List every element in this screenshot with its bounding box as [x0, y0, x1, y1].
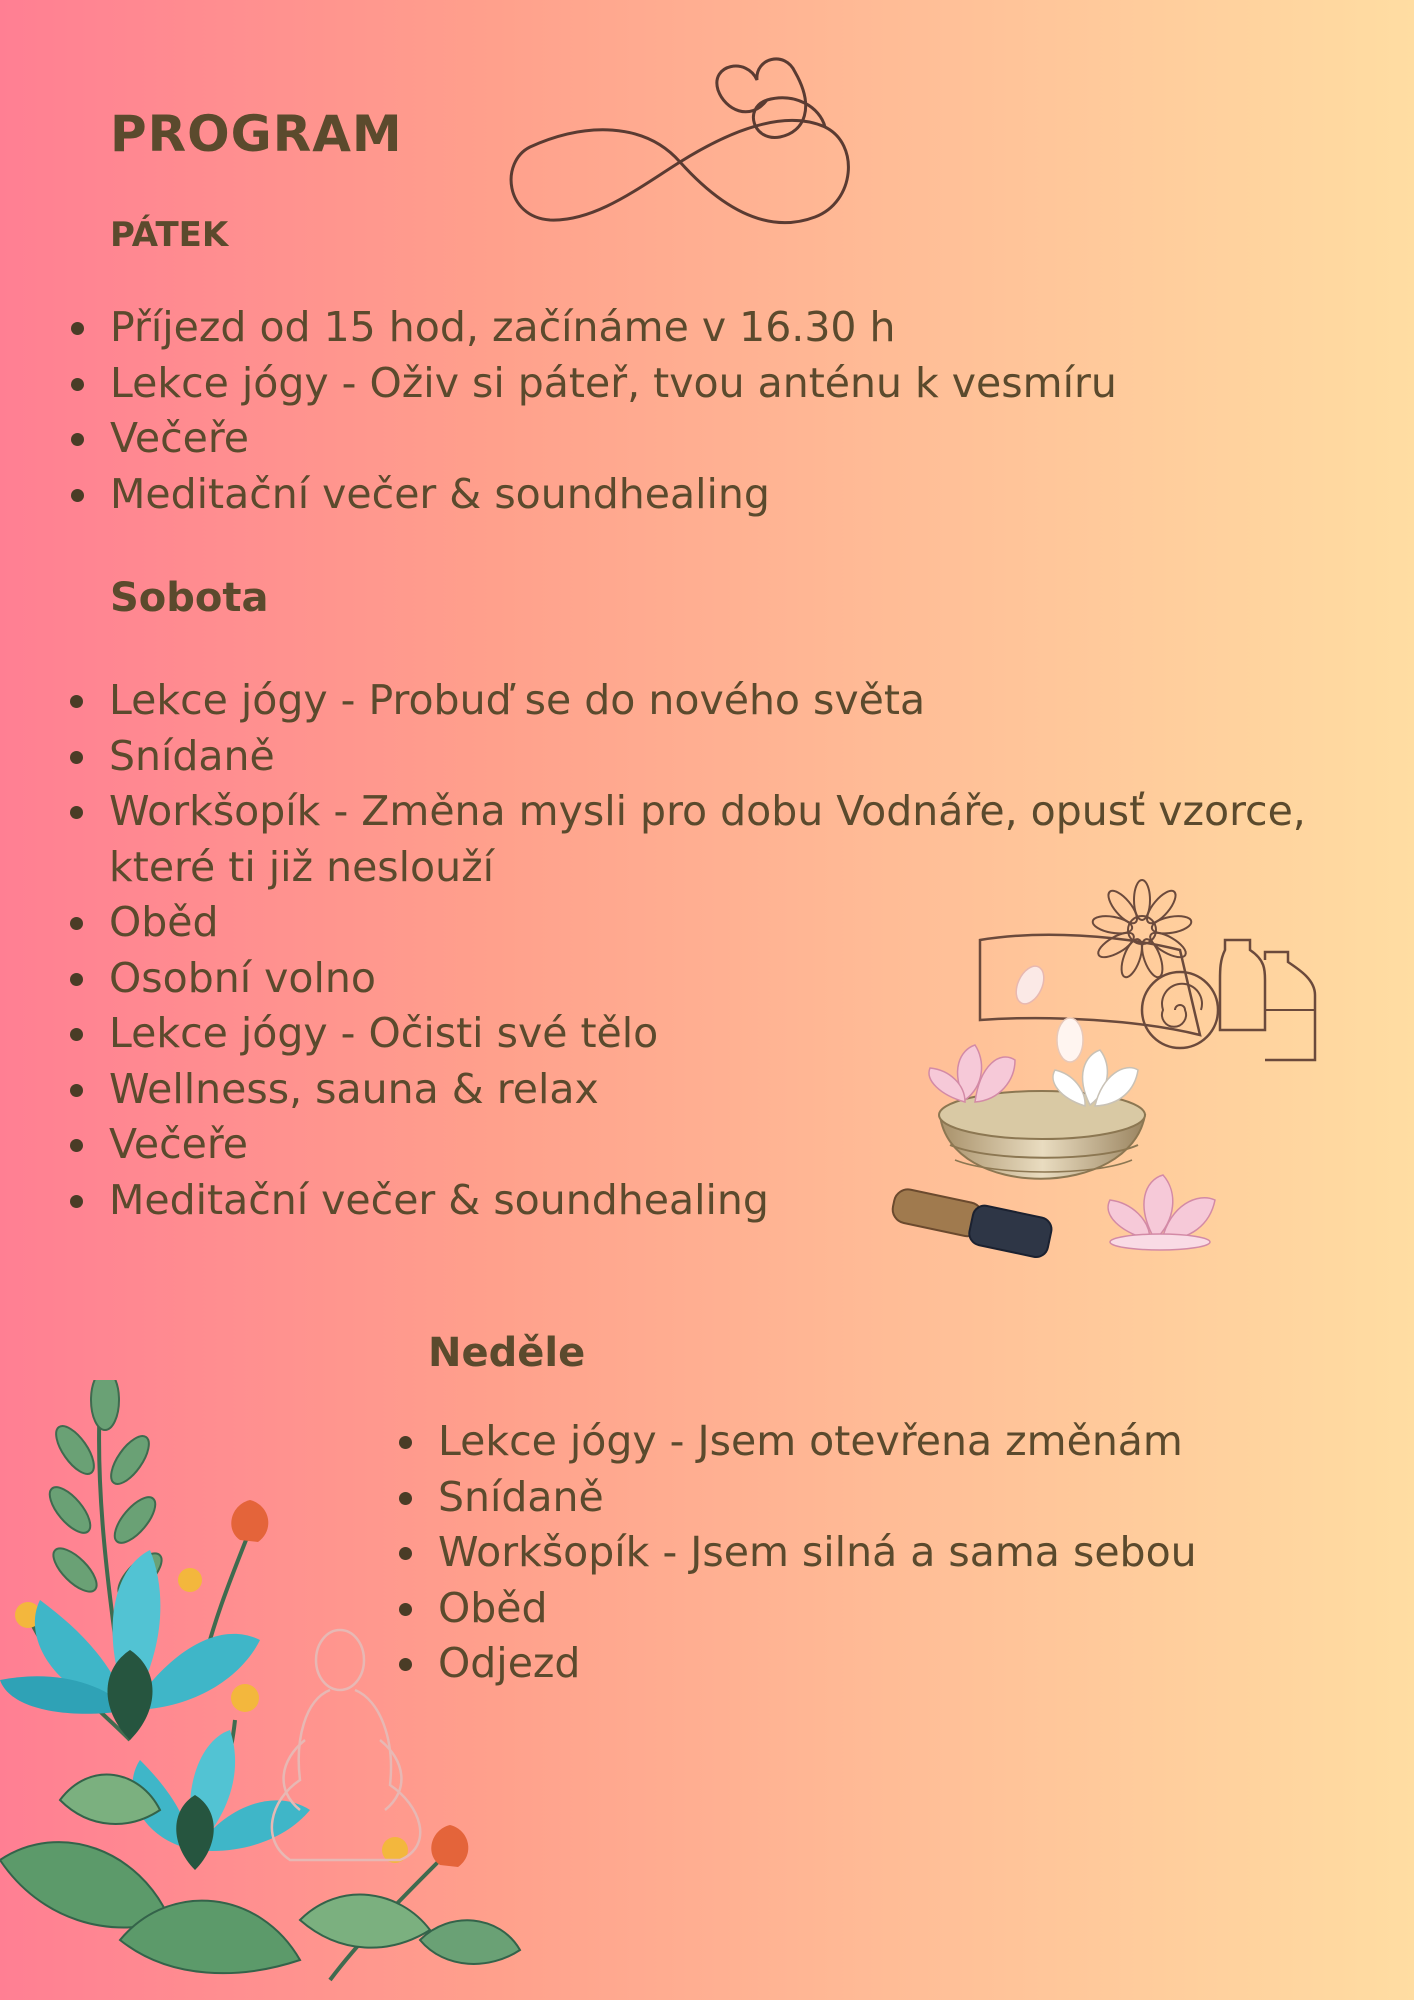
list-item: Odjezd — [438, 1636, 1398, 1692]
list-item: Osobní volno — [109, 951, 1359, 1007]
list-item: Příjezd od 15 hod, začínáme v 16.30 h — [110, 300, 1360, 356]
day-heading-nedele: Neděle — [428, 1330, 586, 1376]
list-item: Večeře — [109, 1117, 1359, 1173]
list-item: Oběd — [109, 895, 1359, 951]
list-item: Workšopík - Změna mysli pro dobu Vodnáře, opusť vzorce, které ti již neslouží — [109, 784, 1309, 895]
list-item: Snídaně — [438, 1470, 1398, 1526]
spa-set-icon — [880, 870, 1330, 1290]
day-heading-patek: PÁTEK — [110, 215, 229, 255]
meditation-figure-icon — [250, 1620, 450, 1880]
page-title: PROGRAM — [110, 105, 403, 163]
list-item: Wellness, sauna & relax — [109, 1062, 1359, 1118]
heart-infinity-icon — [505, 52, 865, 232]
day-heading-sobota: Sobota — [110, 575, 269, 621]
patek-program-list — [110, 300, 1360, 522]
list-item: Meditační večer & soundhealing — [110, 467, 1360, 523]
list-item: Lekce jógy - Jsem otevřena změnám — [438, 1414, 1398, 1470]
list-item: Oběd — [438, 1581, 1398, 1637]
list-item: Meditační večer & soundhealing — [109, 1173, 1359, 1229]
list-item: Lekce jógy - Očisti své tělo — [109, 1006, 1359, 1062]
list-item: Snídaně — [109, 729, 1359, 785]
list-item: Lekce jógy - Oživ si páteř, tvou anténu k vesmíru — [110, 356, 1360, 412]
list-item: Večeře — [110, 411, 1360, 467]
list-item: Workšopík - Jsem silná a sama sebou — [438, 1525, 1398, 1581]
list-item: Lekce jógy - Probuď se do nového světa — [109, 673, 1359, 729]
